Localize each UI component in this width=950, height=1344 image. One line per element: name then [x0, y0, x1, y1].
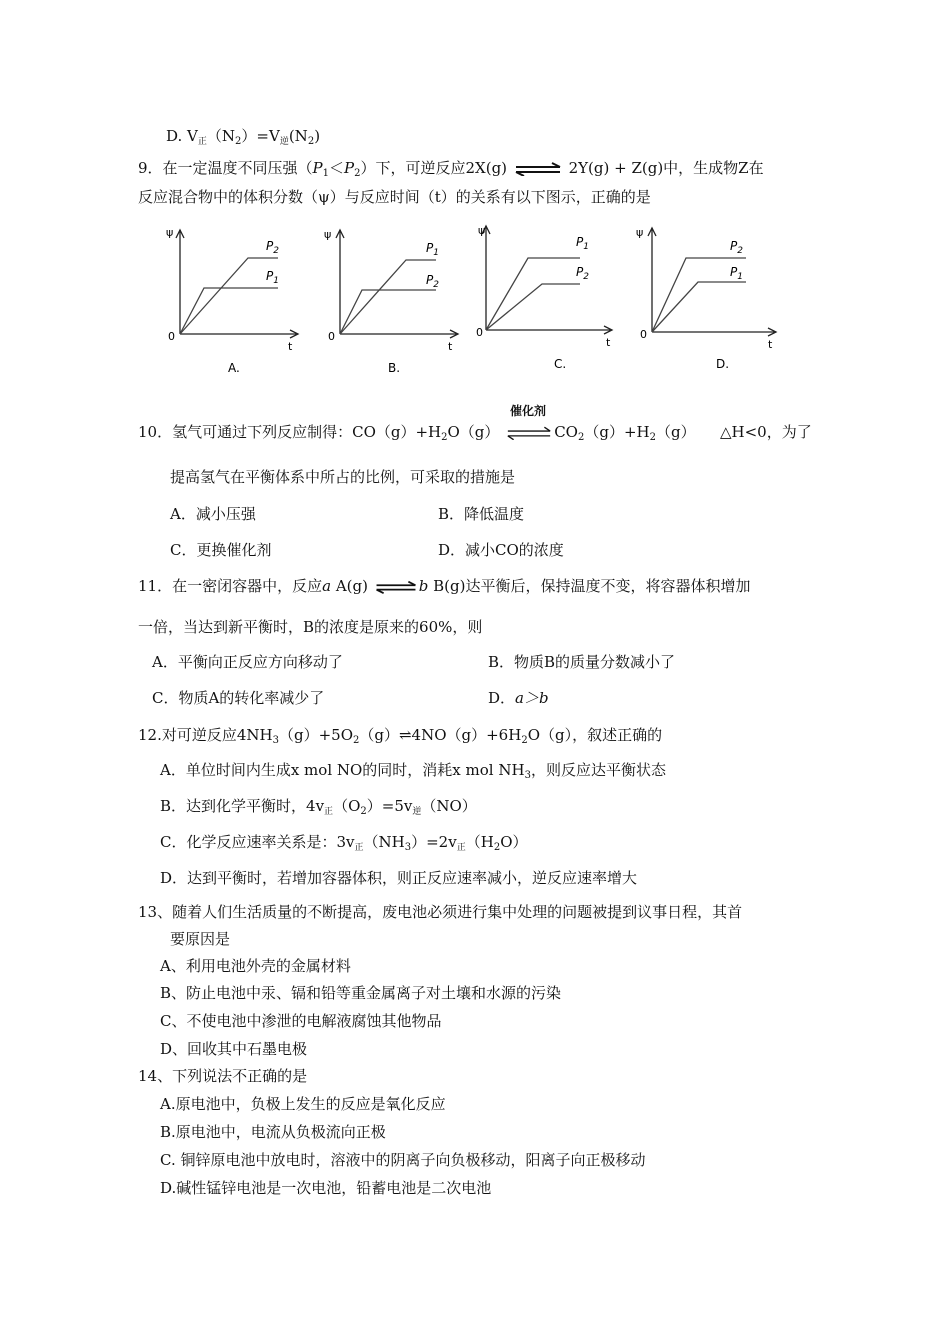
- curve-upper-label: $P_1$: [576, 235, 589, 252]
- graph-a: [150, 222, 310, 382]
- reversible-arrow-icon: [504, 426, 554, 440]
- q8-option-d: D. $V_正(N_2)=V_逆(N_2)$: [166, 127, 321, 147]
- curve-upper: [340, 260, 436, 334]
- option-label: B.: [388, 361, 401, 375]
- q13-option-a: A、利用电池外壳的金属材料: [160, 957, 351, 975]
- graph-c: [470, 222, 630, 382]
- origin-label: 0: [328, 330, 335, 343]
- q11-option-c: C．物质A的转化率减少了: [152, 689, 325, 707]
- q9-stem-line2: 反应混合物中的体积分数（ψ）与反应时间（t）的关系有以下图示，正确的是: [138, 188, 651, 206]
- q14-option-d: D.碱性锰锌电池是一次电池，铅蓄电池是二次电池: [160, 1179, 492, 1197]
- curve-lower-label: $P_2$: [576, 265, 589, 282]
- q14-option-b: B.原电池中，电流从负极流向正极: [160, 1123, 386, 1141]
- q11-stem-line2: 一倍，当达到新平衡时，B的浓度是原来的60%，则: [138, 618, 483, 636]
- curve-lower: [180, 288, 278, 334]
- curve-lower: [340, 290, 436, 334]
- curve-lower-label: $P_1$: [730, 265, 743, 282]
- q11-stem-line1: 11．在一密闭容器中，反应a A(g) b B(g)达平衡后，保持温度不变，将容器体积增加: [138, 577, 751, 595]
- origin-label: 0: [640, 328, 647, 341]
- q14-option-a: A.原电池中，负极上发生的反应是氧化反应: [160, 1095, 446, 1113]
- x-axis-label: t: [768, 338, 773, 351]
- q13-option-d: D、回收其中石墨电极: [160, 1040, 308, 1058]
- q10-enthalpy: △H<0，为了: [720, 423, 812, 441]
- option-label: D.: [716, 357, 730, 371]
- origin-label: 0: [476, 326, 483, 339]
- x-axis-label: t: [448, 340, 453, 353]
- x-axis-label: t: [606, 336, 611, 349]
- q10-stem-line2: 提高氢气在平衡体系中所占的比例，可采取的措施是: [170, 468, 516, 486]
- q11-option-a: A．平衡向正反应方向移动了: [152, 653, 343, 671]
- q9-graph-options: [150, 222, 800, 382]
- option-label: A.: [228, 361, 240, 375]
- curve-lower-label: $P_2$: [426, 273, 439, 290]
- y-axis-label: ψ: [166, 226, 174, 239]
- q13-option-c: C、不使电池中渗泄的电解液腐蚀其他物品: [160, 1012, 442, 1030]
- x-axis-label: t: [288, 340, 293, 353]
- curve-upper: [180, 258, 278, 334]
- y-axis-label: ψ: [478, 224, 486, 237]
- q12-option-d: D．达到平衡时，若增加容器体积，则正反应速率减小，逆反应速率增大: [160, 869, 638, 887]
- q10-option-a: A．减小压强: [170, 505, 256, 523]
- equilibrium-arrow-icon: [373, 580, 419, 594]
- q12-option-c: C．化学反应速率关系是：$3v_正(NH_3)=2v_正(H_2O)$: [160, 833, 528, 853]
- q13-option-b: B、防止电池中汞、镉和铅等重金属离子对土壤和水源的污染: [160, 984, 562, 1002]
- q14-stem: 14、下列说法不正确的是: [138, 1067, 308, 1085]
- q14-option-c: C. 铜锌原电池中放电时，溶液中的阴离子向负极移动，阳离子向正极移动: [160, 1151, 646, 1169]
- curve-upper-label: $P_1$: [426, 241, 439, 258]
- q10-option-c: C．更换催化剂: [170, 541, 272, 559]
- q12-option-b: B．达到化学平衡时，$4v_正(O_2)=5v_逆(NO)$: [160, 797, 477, 817]
- option-label: C.: [554, 357, 567, 371]
- graph-b: [310, 222, 470, 382]
- curve-lower-label: $P_1$: [266, 269, 279, 286]
- curve-upper-label: $P_2$: [730, 239, 743, 256]
- q12-option-a: A．单位时间内生成x mol NO的同时，消耗x mol $NH_3$，则反应达平衡状态: [160, 761, 666, 781]
- q11-option-d: D．a＞b: [488, 689, 549, 707]
- q9-stem-line1: 9．在一定温度不同压强$(P_1<P_2)$下，可逆反应2X(g) 2Y(g) + Z(g)中，生成物Z在: [138, 159, 764, 179]
- q12-stem: 12.对可逆反应$4NH_3(g)+5O_2(g)\rightleftharpoons 4NO(g)+6H_2O(g)$，叙述正确的: [138, 726, 663, 746]
- curve-upper-label: $P_2$: [266, 239, 279, 256]
- q10-option-b: B．降低温度: [438, 505, 525, 523]
- origin-label: 0: [168, 330, 175, 343]
- graph-d: [630, 222, 800, 382]
- q13-stem-line2: 要原因是: [170, 930, 231, 948]
- y-axis-label: ψ: [324, 228, 332, 241]
- curve-lower: [652, 282, 746, 332]
- equilibrium-arrow-icon: [512, 162, 564, 176]
- q10-option-d: D．减小CO的浓度: [438, 541, 564, 559]
- q13-stem-line1: 13、随着人们生活质量的不断提高，废电池必须进行集中处理的问题被提到议事日程，其首: [138, 903, 743, 921]
- q10-stem-line1: 10．氢气可通过下列反应制得：$CO(g)+H_2O(g)$ $CO_2(g)+H_2(g)$: [138, 423, 696, 443]
- catalyst-label: 催化剂: [510, 404, 547, 418]
- q11-option-b: B．物质B的质量分数减小了: [488, 653, 676, 671]
- y-axis-label: ψ: [636, 226, 644, 239]
